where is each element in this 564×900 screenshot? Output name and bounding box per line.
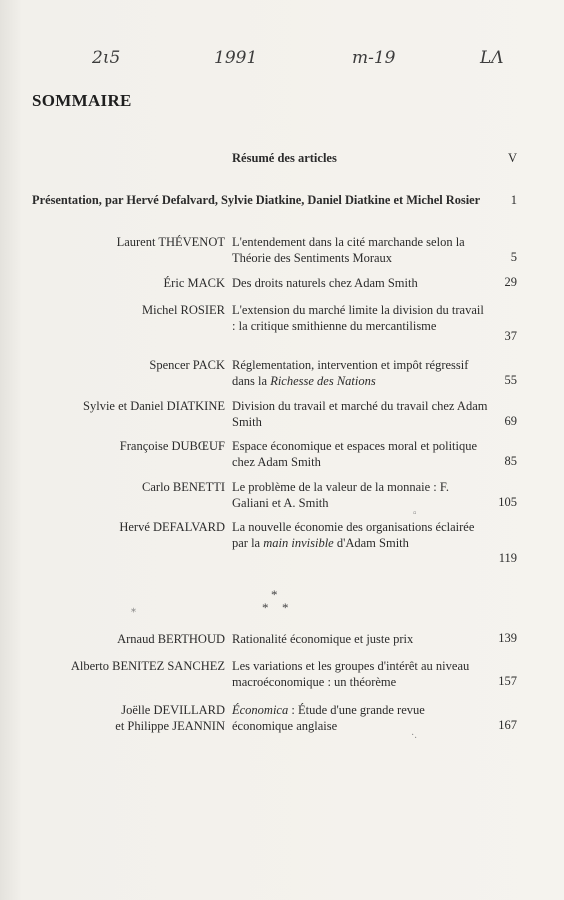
entry-author: Laurent THÉVENOT <box>116 235 225 249</box>
resume-page-number: V <box>507 151 517 165</box>
entry-page-number: 37 <box>504 329 517 343</box>
entry-page-number: 5 <box>510 250 517 264</box>
entry-title-text: Réglementation, intervention et impôt régressif dans la <box>232 358 469 388</box>
entry-author-line: et Philippe JEANNIN <box>115 719 225 733</box>
entry-title-text: d'Adam Smith <box>333 536 409 550</box>
entry-title <box>232 357 488 389</box>
page-title: SOMMAIRE <box>32 91 132 110</box>
entry-title: Espace économique et espaces moral et politique chez Adam Smith <box>232 439 478 469</box>
entry-title-italic: Économica <box>232 703 289 717</box>
ink-speck: ▫ <box>413 508 417 519</box>
entry-title <box>232 702 488 734</box>
entry-title: Le problème de la valeur de la monnaie : F. Galiani et A. Smith <box>232 480 449 510</box>
entry-page-number: 157 <box>498 674 517 688</box>
entry-author: Hervé DEFALVARD <box>119 520 225 534</box>
entry-author: Arnaud BERTHOUD <box>117 632 225 646</box>
entry-page-number: 105 <box>498 495 517 509</box>
entry-page-number: 139 <box>498 631 517 645</box>
entry-title: Rationalité économique et juste prix <box>232 632 414 646</box>
entry-author: Carlo BENETTI <box>142 480 225 494</box>
entry-title: Division du travail et marché du travail chez Adam Smith <box>232 399 488 429</box>
entry-author: Spencer PACK <box>149 358 225 372</box>
entry-author: Sylvie et Daniel DIATKINE <box>83 399 225 413</box>
entry-page-number: 55 <box>504 373 517 387</box>
asterism-star: * <box>271 587 278 602</box>
entry-page-number: 69 <box>504 414 517 428</box>
entry-author: Michel ROSIER <box>142 303 225 317</box>
handwritten-note: 2ι5 <box>92 48 121 68</box>
handwritten-note: 1991 <box>214 48 258 68</box>
entry-page-number: 85 <box>504 454 517 468</box>
entry-title-italic: main invisible <box>263 536 334 550</box>
entry-title: L'entendement dans la cité marchande selon la Théorie des Sentiments Moraux <box>232 235 465 265</box>
entry-author: Alberto BENITEZ SANCHEZ <box>70 659 225 673</box>
entry-title: Des droits naturels chez Adam Smith <box>232 276 418 290</box>
handwritten-note: LΛ <box>480 48 504 68</box>
entry-title-italic: Richesse des Nations <box>270 374 376 388</box>
entry-title <box>232 519 488 551</box>
asterism-star: * <box>262 600 269 615</box>
ink-speck: ·. <box>411 730 417 741</box>
presentation-line: Présentation, par Hervé Defalvard, Sylvie Diatkine, Daniel Diatkine et Michel Rosier <box>32 193 481 207</box>
entry-title-text: La nouvelle économie des organisations éclairée par la <box>232 520 475 550</box>
entry-title: Les variations et les groupes d'intérêt au niveau macroéconomique : un théorème <box>232 659 470 689</box>
asterism-star: * <box>282 600 289 615</box>
entry-page-number: 119 <box>498 551 517 565</box>
entry-author: Éric MACK <box>163 276 225 290</box>
resume-label: Résumé des articles <box>232 151 337 165</box>
handwritten-note: m-19 <box>352 48 396 68</box>
entry-title: L'extension du marché limite la division du travail : la critique smithienne du mercantilisme <box>232 303 484 333</box>
entry-title-text: : Étude d'une grande revue économique anglaise <box>232 703 425 733</box>
ink-speck: ⁎ <box>131 604 136 615</box>
entry-author <box>115 702 225 734</box>
entry-author: Françoise DUBŒUF <box>119 439 225 453</box>
entry-page-number: 167 <box>498 718 517 732</box>
entry-page-number: 29 <box>504 275 517 289</box>
presentation-page-number: 1 <box>510 193 517 207</box>
entry-author-line: Joëlle DEVILLARD <box>121 703 225 717</box>
